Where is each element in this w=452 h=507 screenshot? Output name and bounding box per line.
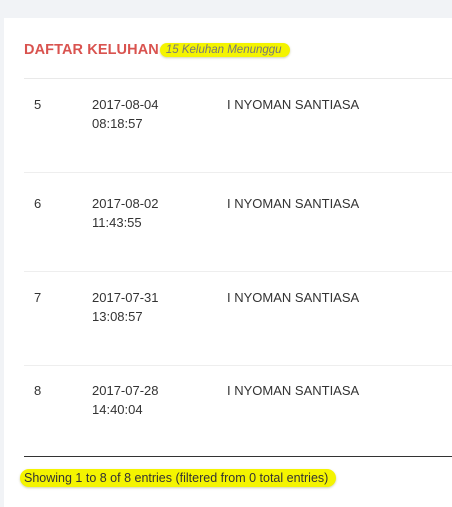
row-datetime (92, 382, 182, 419)
row-time: 14:40:04 (92, 401, 143, 417)
complaints-panel (4, 18, 452, 507)
row-name: I NYOMAN SANTIASA (227, 383, 360, 398)
row-date: 2017-07-31 (92, 290, 159, 305)
row-datetime (92, 289, 182, 326)
panel-header (24, 40, 290, 60)
table-row[interactable] (24, 79, 452, 173)
row-datetime (92, 96, 182, 133)
row-number: 8 (34, 383, 42, 398)
row-datetime (92, 195, 182, 232)
row-time: 11:43:55 (92, 214, 142, 230)
table-row[interactable] (24, 272, 452, 366)
table-info: Showing 1 to 8 of 8 entries (filtered from 0 total entries) (20, 469, 336, 487)
row-date: 2017-07-28 (92, 383, 159, 398)
row-date: 2017-08-04 (92, 97, 159, 112)
row-date: 2017-08-02 (92, 196, 159, 211)
row-number: 5 (34, 97, 42, 112)
row-name: I NYOMAN SANTIASA (227, 290, 360, 305)
row-time: 13:08:57 (92, 308, 143, 324)
row-number: 7 (34, 290, 42, 305)
row-name: I NYOMAN SANTIASA (227, 97, 360, 112)
page-title: DAFTAR KELUHAN (24, 42, 159, 58)
pending-count-badge: 15 Keluhan Menunggu (160, 43, 290, 57)
row-time: 08:18:57 (92, 115, 143, 131)
table-bottom-border (24, 456, 452, 457)
table-row[interactable] (24, 178, 452, 272)
row-name: I NYOMAN SANTIASA (227, 196, 360, 211)
table-row[interactable] (24, 365, 452, 458)
row-number: 6 (34, 196, 42, 211)
